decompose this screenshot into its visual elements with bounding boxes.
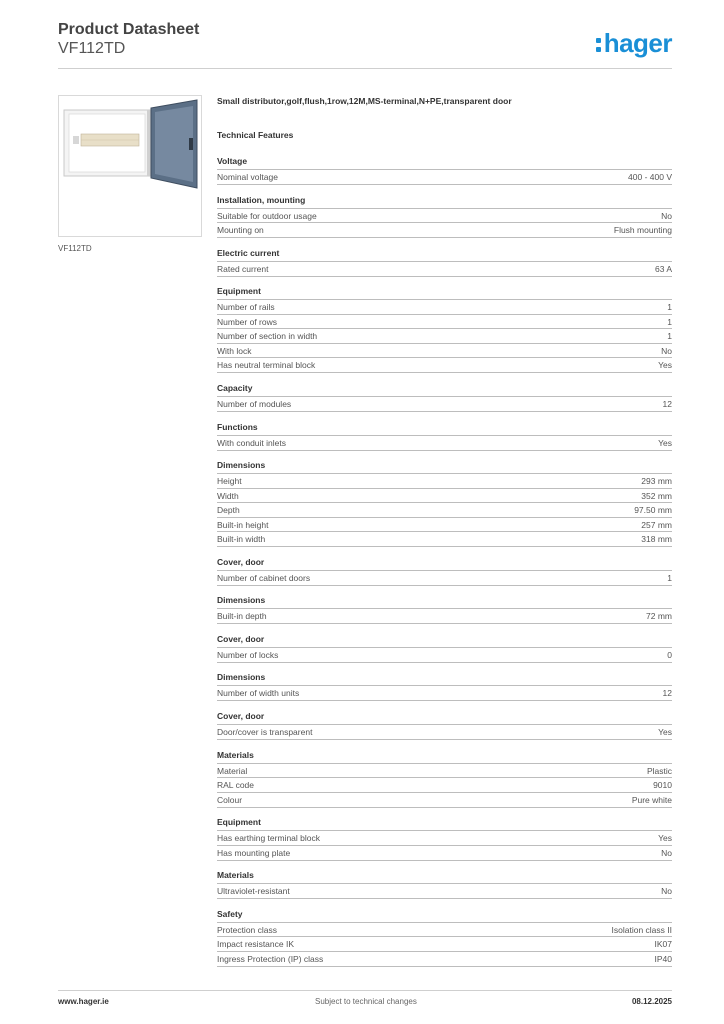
spec-label: Rated current bbox=[217, 263, 269, 274]
page-header bbox=[58, 20, 672, 68]
logo-dots-icon bbox=[596, 35, 602, 53]
section-title: Cover, door bbox=[217, 711, 265, 721]
spec-value: IK07 bbox=[654, 939, 672, 950]
product-code: VF112TD bbox=[58, 40, 126, 57]
spec-row bbox=[217, 208, 672, 223]
spec-row bbox=[217, 951, 672, 967]
spec-label: Mounting on bbox=[217, 225, 264, 236]
spec-value: No bbox=[661, 210, 672, 221]
footer-date: 08.12.2025 bbox=[631, 997, 672, 1006]
spec-row bbox=[217, 222, 672, 238]
spec-row bbox=[217, 261, 672, 277]
footer-website-link[interactable]: www.hager.ie bbox=[58, 997, 109, 1006]
spec-row bbox=[217, 299, 672, 314]
spec-label: Impact resistance IK bbox=[217, 939, 295, 950]
spec-value: No bbox=[661, 886, 672, 897]
spec-label: RAL code bbox=[217, 780, 255, 791]
section-title: Materials bbox=[217, 870, 254, 881]
spec-value: Plastic bbox=[646, 765, 672, 776]
spec-label: With lock bbox=[217, 345, 252, 356]
spec-row bbox=[217, 396, 672, 412]
spec-row bbox=[217, 328, 672, 343]
spec-value: 1 bbox=[667, 302, 672, 313]
spec-row bbox=[217, 608, 672, 624]
section-title: Safety bbox=[217, 908, 243, 919]
section-title: Cover, door bbox=[217, 556, 265, 567]
spec-row bbox=[217, 792, 672, 808]
spec-value: Isolation class II bbox=[611, 924, 672, 935]
spec-value: 1 bbox=[667, 331, 672, 342]
section-title: Cover, door bbox=[217, 633, 265, 644]
spec-label: Protection class bbox=[217, 924, 277, 935]
spec-value: Yes bbox=[658, 833, 672, 844]
spec-row bbox=[217, 845, 672, 861]
spec-value: 0 bbox=[667, 649, 672, 660]
distribution-board-illustration bbox=[59, 96, 201, 236]
product-image-caption: VF112TD bbox=[58, 244, 92, 253]
spec-row bbox=[217, 724, 672, 740]
spec-row bbox=[217, 314, 672, 329]
spec-row bbox=[217, 435, 672, 451]
spec-label: Number of rows bbox=[217, 316, 277, 327]
spec-value: Pure white bbox=[631, 794, 672, 805]
hager-logo[interactable] bbox=[596, 28, 672, 59]
spec-value: Flush mounting bbox=[613, 225, 672, 236]
spec-label: Number of modules bbox=[217, 398, 292, 409]
spec-value: 1 bbox=[667, 316, 672, 327]
spec-label: Built-in height bbox=[217, 519, 269, 530]
spec-label: With conduit inlets bbox=[217, 437, 286, 448]
spec-value: 352 mm bbox=[641, 490, 672, 501]
section-title: Voltage bbox=[217, 156, 248, 166]
spec-value: 97.50 mm bbox=[634, 505, 672, 516]
page-footer bbox=[58, 997, 672, 1009]
spec-value: 63 A bbox=[654, 263, 672, 274]
spec-value: 293 mm bbox=[641, 476, 672, 487]
spec-row bbox=[217, 343, 672, 358]
spec-label: Number of section in width bbox=[217, 331, 318, 342]
section-title: Dimensions bbox=[217, 595, 266, 606]
spec-value: 72 mm bbox=[646, 611, 672, 622]
product-description: Small distributor,golf,flush,1row,12M,MS-terminal,N+PE,transparent door bbox=[217, 96, 512, 106]
section-title: Materials bbox=[217, 749, 254, 760]
spec-label: Door/cover is transparent bbox=[217, 727, 313, 737]
product-image bbox=[58, 95, 202, 237]
spec-value: 12 bbox=[662, 398, 672, 409]
footer-divider bbox=[58, 990, 672, 991]
spec-value: 257 mm bbox=[641, 519, 672, 530]
spec-row bbox=[217, 830, 672, 845]
spec-row bbox=[217, 357, 672, 373]
spec-row bbox=[217, 473, 672, 488]
section-title: Equipment bbox=[217, 817, 261, 828]
spec-value: 12 bbox=[662, 688, 672, 699]
spec-row bbox=[217, 685, 672, 701]
spec-row bbox=[217, 502, 672, 517]
spec-value: IP40 bbox=[654, 953, 672, 964]
spec-row bbox=[217, 763, 672, 778]
spec-label: Ultraviolet-resistant bbox=[217, 886, 290, 897]
section-title: Dimensions bbox=[217, 672, 266, 683]
spec-row bbox=[217, 883, 672, 899]
spec-value: 400 - 400 V bbox=[628, 172, 672, 182]
spec-label: Number of cabinet doors bbox=[217, 572, 311, 583]
spec-value: Yes bbox=[658, 437, 672, 448]
spec-label: Colour bbox=[217, 794, 243, 805]
spec-label: Has mounting plate bbox=[217, 847, 291, 858]
section-title: Dimensions bbox=[217, 460, 266, 471]
spec-label: Nominal voltage bbox=[217, 172, 278, 182]
section-title: Capacity bbox=[217, 382, 253, 393]
spec-label: Number of width units bbox=[217, 688, 300, 699]
spec-row bbox=[217, 922, 672, 937]
spec-row bbox=[217, 777, 672, 792]
spec-row bbox=[217, 517, 672, 532]
technical-features-heading: Technical Features bbox=[217, 130, 294, 140]
spec-label: Width bbox=[217, 490, 239, 501]
spec-label: Built-in width bbox=[217, 534, 266, 545]
spec-label: Height bbox=[217, 476, 242, 487]
spec-value: 318 mm bbox=[641, 534, 672, 545]
spec-label: Depth bbox=[217, 505, 240, 516]
logo-text: hager bbox=[603, 28, 672, 58]
spec-row bbox=[217, 531, 672, 547]
spec-row bbox=[217, 570, 672, 586]
spec-label: Has earthing terminal block bbox=[217, 833, 320, 844]
section-title: Functions bbox=[217, 421, 258, 432]
spec-label: Has neutral terminal block bbox=[217, 360, 316, 371]
spec-value: Yes bbox=[658, 360, 672, 371]
spec-row bbox=[217, 488, 672, 503]
header-divider bbox=[58, 68, 672, 69]
spec-value: 9010 bbox=[653, 780, 672, 791]
spec-row bbox=[217, 936, 672, 951]
spec-value: No bbox=[661, 345, 672, 356]
footer-note: Subject to technical changes bbox=[315, 997, 417, 1006]
section-title: Electric current bbox=[217, 247, 280, 258]
spec-label: Suitable for outdoor usage bbox=[217, 210, 317, 221]
spec-label: Number of rails bbox=[217, 302, 275, 313]
spec-label: Number of locks bbox=[217, 649, 279, 660]
spec-label: Material bbox=[217, 765, 248, 776]
section-title: Installation, mounting bbox=[217, 194, 306, 205]
spec-row bbox=[217, 169, 672, 185]
spec-row bbox=[217, 647, 672, 663]
spec-value: No bbox=[661, 847, 672, 858]
spec-value: 1 bbox=[667, 572, 672, 583]
section-title: Equipment bbox=[217, 286, 261, 297]
page-title: Product Datasheet bbox=[58, 21, 200, 38]
spec-label: Built-in depth bbox=[217, 611, 267, 622]
spec-value: Yes bbox=[658, 727, 672, 737]
spec-label: Ingress Protection (IP) class bbox=[217, 953, 324, 964]
